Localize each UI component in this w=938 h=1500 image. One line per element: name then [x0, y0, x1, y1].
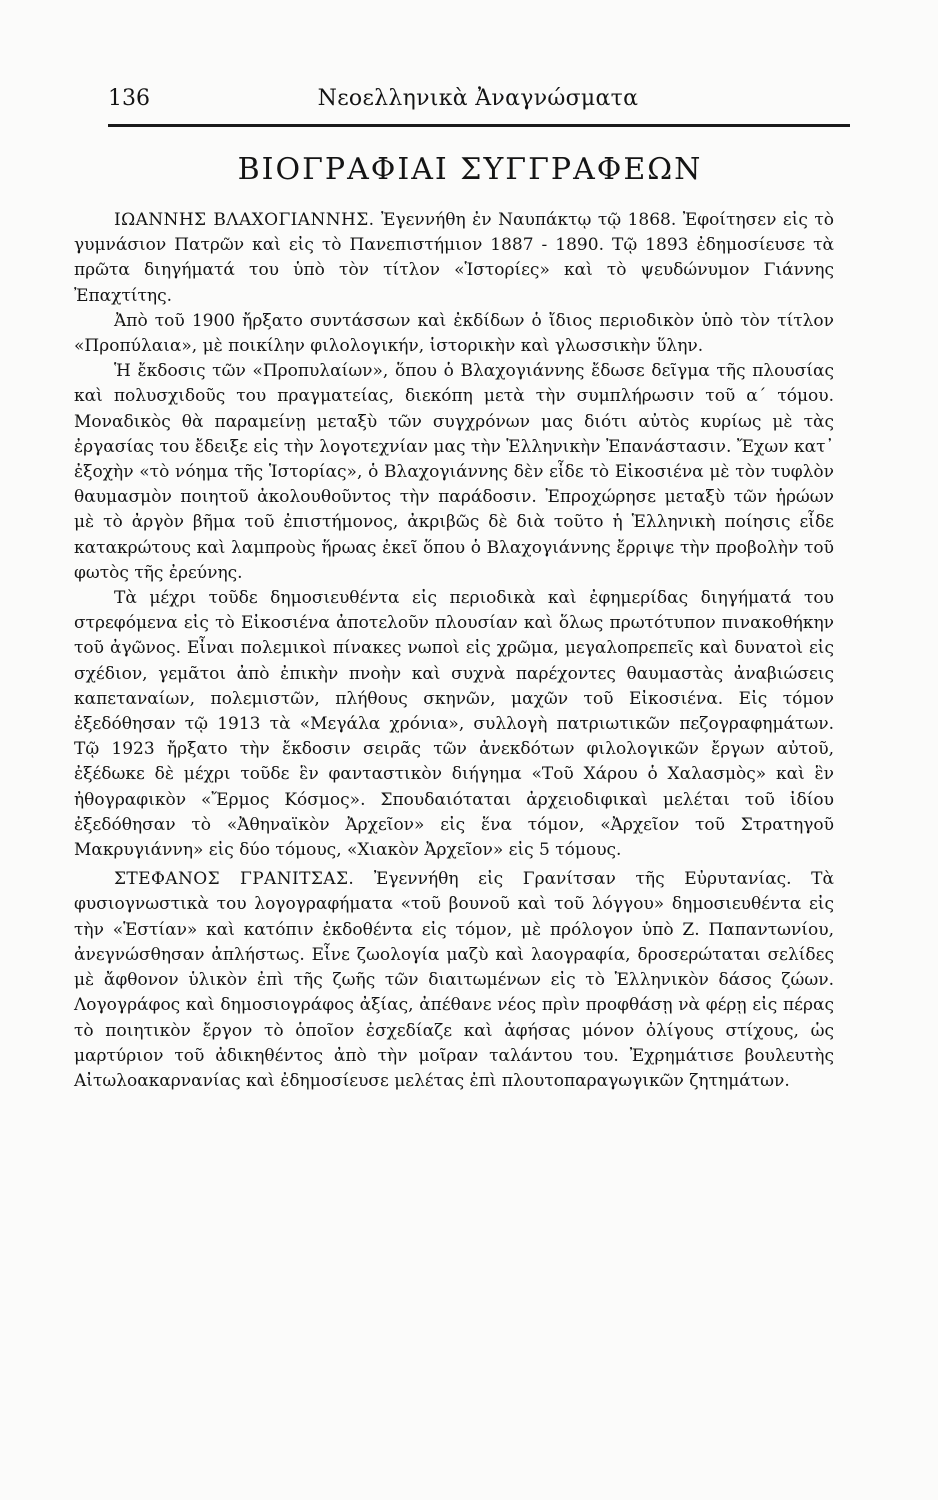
author-name: ΙΩΑΝΝΗΣ ΒΛΑΧΟΓΙΑΝΝΗΣ. [114, 210, 375, 230]
biography-granitsas [74, 867, 834, 1094]
biography-vlachogiannis [74, 208, 834, 863]
paragraph: Ἡ ἔκδοσις τῶν «Προπυλαίων», ὅπου ὁ Βλαχογιάννης ἔδωσε δεῖγμα τῆς πλουσίας καὶ πολυσχιδοῦς του πραγματείας, διεκόπη μετὰ τὴν συμπλήρωσιν τοῦ α΄ τόμου. Μοναδικὸς θὰ παραμείνῃ μεταξὺ τῶν συγχρόνων μας διότι αὐτὸς κυρίως μὲ τὰς ἐργασίας του ἔδειξε εἰς τὴν λογοτεχνίαν μας τὴν Ἑλληνικὴν Ἐπανάστασιν. Ἔχων κατ᾿ ἐξοχὴν «τὸ νόημα τῆς Ἱστορίας», ὁ Βλαχογιάννης δὲν εἶδε τὸ Εἰκοσιένα μὲ τὸν τυφλὸν θαυμασμὸν ποιητοῦ ἀκολουθοῦντος τὴν παράδοσιν. Ἐπροχώρησε μεταξὺ τῶν ἡρώων μὲ τὸ ἀργὸν βῆμα τοῦ ἐπιστήμονος, ἀκριβῶς δὲ διὰ τοῦτο ἡ Ἑλληνικὴ ποίησις εἶδε κατακρώτους καὶ λαμπροὺς ἥρωας ἐκεῖ ὅπου ὁ Βλαχογιάννης ἔρριψε τὴν προβολὴν τοῦ φωτὸς τῆς ἐρεύνης. [74, 361, 834, 583]
body-text [74, 208, 834, 1094]
bio-lead-paragraph [74, 867, 834, 1094]
running-title: Νεοελληνικὰ Ἀναγνώσματα [317, 86, 639, 111]
bio-lead-paragraph [74, 208, 834, 309]
header-rule [108, 124, 850, 127]
paragraph: Ἀπὸ τοῦ 1900 ἤρξατο συντάσσων καὶ ἐκδίδων ὁ ἴδιος περιοδικὸν ὑπὸ τὸν τίτλον «Προπύλαια», μὲ ποικίλην φιλολογικήν, ἱστορικὴν καὶ γλωσσικὴν ὕλην. [74, 310, 834, 357]
section-title: ΒΙΟΓΡΑΦΙΑΙ ΣΥΓΓΡΑΦΕΩΝ [237, 152, 703, 187]
running-head [108, 86, 848, 120]
paragraph: Τὰ μέχρι τοῦδε δημοσιευθέντα εἰς περιοδικὰ καὶ ἐφημερίδας διηγήματά του στρεφόμενα εἰς τὸ Εἰκοσιένα ἀποτελοῦν πλουσίαν καὶ ὅλως πρωτότυπον πινακοθήκην τοῦ ἀγῶνος. Εἶναι πολεμικοὶ πίνακες νωποὶ εἰς χρῶμα, μεγαλοπρεπεῖς καὶ δυνατοὶ εἰς σχέδιον, γεμᾶτοι ἀπὸ ἐπικὴν πνοὴν καὶ συχνὰ παρέχοντες θαυμαστὰς ἀναβιώσεις καπεταναίων, πολεμιστῶν, πλήθους σκηνῶν, μαχῶν τοῦ Εἰκοσιένα. Εἰς τόμον ἐξεδόθησαν τῷ 1913 τὰ «Μεγάλα χρόνια», συλλογὴ πατριωτικῶν πεζογραφημάτων. Τῷ 1923 ἤρξατο τὴν ἔκδοσιν σειρᾶς τῶν ἀνεκδότων φιλολογικῶν ἔργων αὐτοῦ, ἐξέδωκε δὲ μέχρι τοῦδε ἓν φανταστικὸν διήγημα «Τοῦ Χάρου ὁ Χαλασμὸς» καὶ ἓν ἠθογραφικὸν «Ἔρμος Κόσμος». Σπουδαιόταται ἀρχειοδιφικαὶ μελέται τοῦ ἰδίου ἐξεδόθησαν τὸ «Ἀθηναϊκὸν Ἀρχεῖον» εἰς ἕνα τόμον, «Ἀρχεῖον τοῦ Στρατηγοῦ Μακρυγιάννη» εἰς δύο τόμους, «Χιακὸν Ἀρχεῖον» εἰς 5 τόμους. [74, 588, 834, 861]
author-name: ΣΤΕΦΑΝΟΣ ΓΡΑΝΙΤΣΑΣ. [114, 869, 355, 890]
page-number: 136 [108, 86, 150, 111]
paragraph-text: Ἐγεννήθη ἐν Ναυπάκτῳ τῷ 1868. Ἐφοίτησεν εἰς τὸ γυμνάσιον Πατρῶν καὶ εἰς τὸ Πανεπιστήμιον 1887 - 1890. Τῷ 1893 ἐδημοσίευσε τὰ πρῶτα διηγήματά του ὑπὸ τὸν τίτλον «Ἱστορίες» καὶ τὸ ψευδώνυμον Γιάννης Ἐπαχτίτης. [74, 210, 835, 306]
paragraph-text: Ἐγεννήθη εἰς Γρανίτσαν τῆς Εὐρυτανίας. Τὰ φυσιογνωστικὰ του λογογραφήματα «τοῦ βουνοῦ καὶ τοῦ λόγγου» δημοσιευθέντα εἰς τὴν «Ἑστίαν» καὶ κατόπιν ἐκδοθέντα εἰς τόμον, μὲ πρόλογον ὑπὸ Ζ. Παπαντωνίου, ἀνεγνώσθησαν ἀπλήστως. Εἶνε ζωολογία μαζὺ καὶ λαογραφία, δροσερώταται σελίδες μὲ ἄφθονον ὑλικὸν ἐπὶ τῆς ζωῆς τῶν διαιτωμένων εἰς τὸ Ἑλληνικὸν δάσος ζώων. Λογογράφος καὶ δημοσιογράφος ἀξίας, ἀπέθανε νέος πρὶν προφθάσῃ νὰ φέρῃ εἰς πέρας τὸ ποιητικὸν ἔργον τὸ ὁποῖον ἐσχεδίαζε καὶ ἀφήσας μόνον ὀλίγους στίχους, ὡς μαρτύριον τοῦ ἀδικηθέντος ἀπὸ τὴν μοῖραν ταλάντου του. Ἐχρημάτισε βουλευτὴς Αἰτωλοακαρνανίας καὶ ἐδημοσίευσε μελέτας ἐπὶ πλουτοπαραγωγικῶν ζητημάτων. [74, 869, 835, 1091]
